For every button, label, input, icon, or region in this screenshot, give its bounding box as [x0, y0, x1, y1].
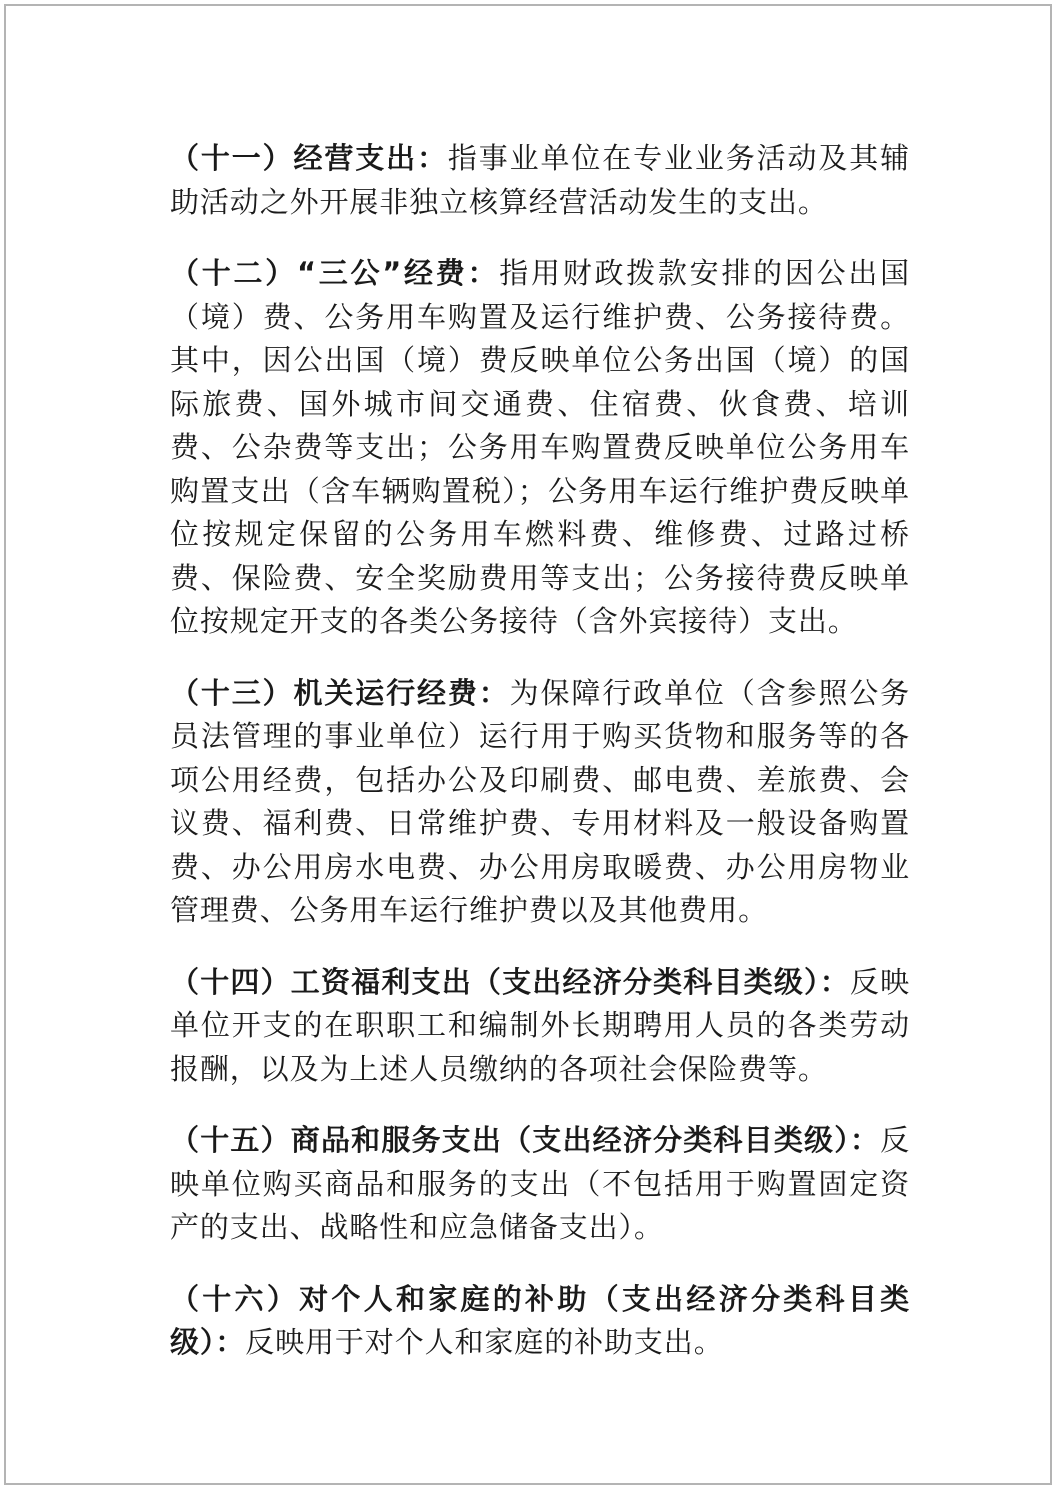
paragraph-wages-welfare	[170, 961, 910, 1092]
paragraph-term: （十四）工资福利支出（支出经济分类科目类级）：	[170, 964, 850, 999]
paragraph-goods-services	[170, 1119, 910, 1250]
document-page	[4, 4, 1052, 1485]
paragraph-household-subsidies	[170, 1278, 910, 1365]
paragraph-text: 反映用于对个人和家庭的补助支出。	[245, 1325, 724, 1359]
paragraph-business-expenditure	[170, 137, 910, 224]
paragraph-text: 反映单位开支的在职职工和编制外长期聘用人员的各类劳动报酬，以及为上述人员缴纳的各项社会保险费等。	[170, 964, 910, 1086]
paragraph-three-public-funds	[170, 252, 910, 644]
paragraph-term: （十五）商品和服务支出（支出经济分类科目类级）：	[170, 1123, 881, 1157]
paragraph-text: 为保障行政单位（含参照公务员法管理的事业单位）运行用于购买货物和服务等的各项公用经费，包括办公及印刷费、邮电费、差旅费、会议费、福利费、日常维护费、专用材料及一般设备购置费、办公用房水电费、办公用房取暖费、办公用房物业管理费、公务用车运行维护费以及其他费用。	[170, 675, 910, 927]
paragraph-term: （十三）机关运行经费：	[170, 675, 510, 710]
paragraph-agency-operating-funds	[170, 672, 910, 933]
paragraph-term: （十一）经营支出：	[170, 141, 448, 175]
document-body	[170, 137, 910, 1393]
paragraph-text: 反映单位购买商品和服务的支出（不包括用于购置固定资产的支出、战略性和应急储备支出）。	[170, 1123, 910, 1244]
paragraph-text: 指事业单位在专业业务活动及其辅助活动之外开展非独立核算经营活动发生的支出。	[170, 141, 910, 219]
paragraph-term: （十二）“三公”经费：	[170, 256, 500, 290]
paragraph-term: （十六）对个人和家庭的补助（支出经济分类科目类级）：	[170, 1281, 910, 1359]
paragraph-text: 指用财政拨款安排的因公出国（境）费、公务用车购置及运行维护费、公务接待费。其中，因公出国（境）费反映单位公务出国（境）的国际旅费、国外城市间交通费、住宿费、伙食费、培训费、公杂费等支出；公务用车购置费反映单位公务用车购置支出（含车辆购置税）；公务用车运行维护费反映单位按规定保留的公务用车燃料费、维修费、过路过桥费、保险费、安全奖励费用等支出；公务接待费反映单位按规定开支的各类公务接待（含外宾接待）支出。	[170, 256, 910, 638]
